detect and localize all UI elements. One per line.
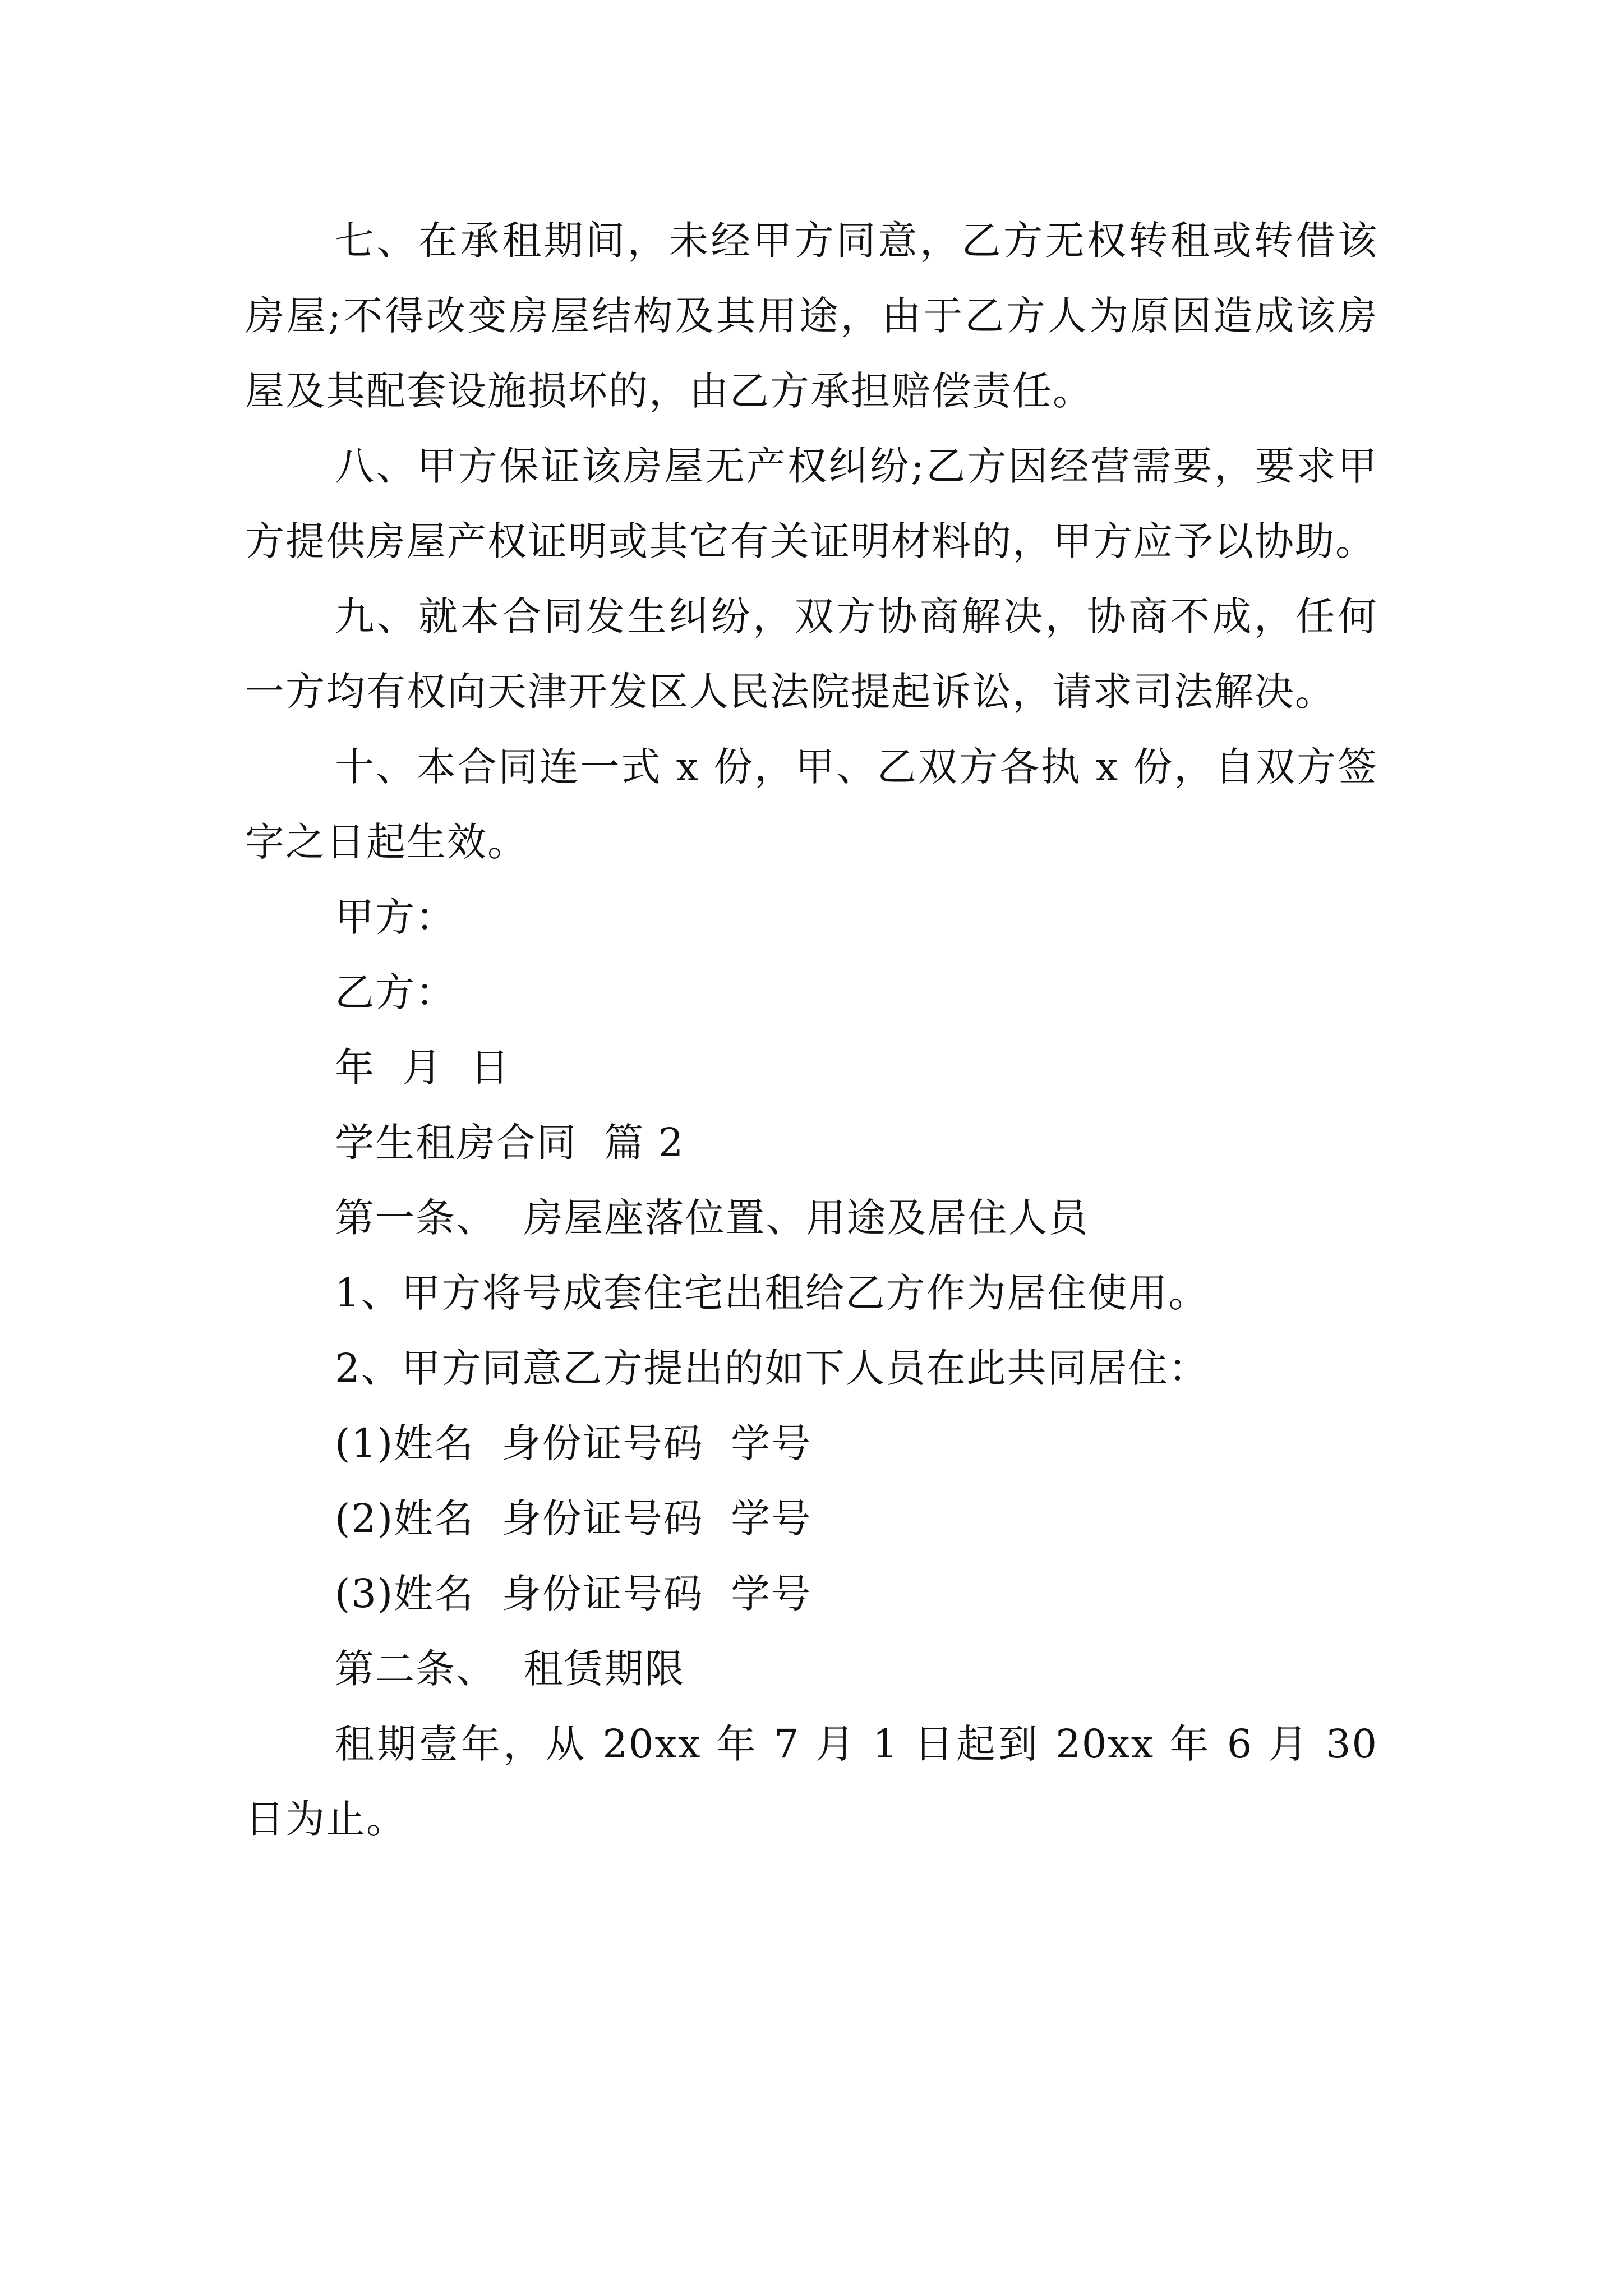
resident-row-2: (2)姓名 身份证号码 学号 bbox=[335, 1496, 812, 1542]
clause-eight: 八、甲方保证该房屋无产权纠纷;乙方因经营需要，要求甲方提供房屋产权证明或其它有关证明材料的，甲方应予以协助。 bbox=[245, 443, 1378, 564]
resident-row-3: (3)姓名 身份证号码 学号 bbox=[335, 1571, 812, 1617]
article-one-item-1: 1、甲方将号成套住宅出租给乙方作为居住使用。 bbox=[335, 1270, 1209, 1316]
document-body bbox=[245, 203, 1378, 1857]
party-b-signature-line: 乙方： bbox=[335, 969, 456, 1015]
article-one-item-2: 2、甲方同意乙方提出的如下人员在此共同居住： bbox=[335, 1345, 1209, 1391]
clause-ten: 十、本合同连一式 x 份，甲、乙双方各执 x 份，自双方签字之日起生效。 bbox=[245, 744, 1378, 865]
lease-term-paragraph: 租期壹年，从 20xx 年 7 月 1 日起到 20xx 年 6 月 30 日为止。 bbox=[245, 1721, 1378, 1842]
clause-seven: 七、在承租期间，未经甲方同意，乙方无权转租或转借该房屋;不得改变房屋结构及其用途，由于乙方人为原因造成该房屋及其配套设施损坏的，由乙方承担赔偿责任。 bbox=[245, 218, 1378, 414]
party-a-signature-line: 甲方： bbox=[335, 894, 456, 940]
clause-nine: 九、就本合同发生纠纷，双方协商解决，协商不成，任何一方均有权向天津开发区人民法院提起诉讼，请求司法解决。 bbox=[245, 593, 1378, 715]
section-title: 学生租房合同 篇 2 bbox=[335, 1120, 685, 1166]
article-two-heading: 第二条、 租赁期限 bbox=[335, 1646, 685, 1692]
resident-row-1: (1)姓名 身份证号码 学号 bbox=[335, 1420, 812, 1466]
article-one-heading: 第一条、 房屋座落位置、用途及居住人员 bbox=[335, 1195, 1089, 1241]
date-line: 年 月 日 bbox=[335, 1045, 511, 1091]
